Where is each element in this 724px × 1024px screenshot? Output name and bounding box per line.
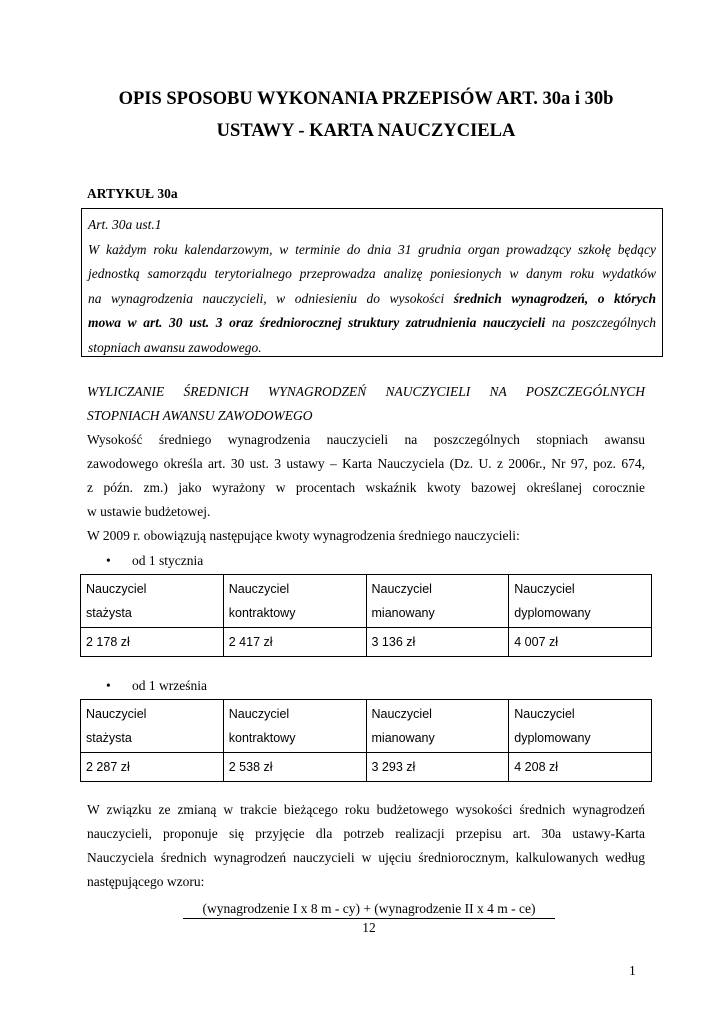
header-line: Nauczyciel: [514, 707, 575, 721]
law-quote-box: [81, 208, 663, 357]
table-cell: 4 007 zł: [509, 628, 652, 657]
paragraph-line: W związku ze zmianą w trakcie bieżącego roku budżetowego wysokości średnich wynagrodzeń: [87, 802, 645, 817]
formula-denominator: 12: [362, 920, 376, 935]
table-row: [81, 753, 652, 782]
quote-text: na poszczególnych: [551, 315, 656, 330]
paragraph-salary-basis: [87, 428, 645, 524]
paragraph-line: Wysokość średniego wynagrodzenia nauczycieli na poszczególnych stopniach awansu: [87, 432, 645, 447]
salary-table-september: [80, 699, 652, 782]
table-header-cell: [366, 700, 509, 753]
quote-line: jednostką samorządu terytorialnego przeprowadza analizę poniesionych w danym roku wydatków: [88, 266, 656, 281]
table-header-cell: [81, 700, 224, 753]
paragraph-average-salary: [87, 798, 645, 894]
table-cell: 3 136 zł: [366, 628, 509, 657]
paragraph-line: Nauczyciela średnich wynagrodzeń nauczycieli w ujęciu średniorocznym, kalkulowanych według: [87, 850, 645, 865]
quote-line: W każdym roku kalendarzowym, w terminie do dnia 31 grudnia organ prowadzący szkołę będący: [88, 241, 656, 257]
table-cell: 3 293 zł: [366, 753, 509, 782]
header-line: dyplomowany: [514, 606, 591, 620]
paragraph-line: nauczycieli, proponuje się przyjęcie dla potrzeb realizacji przepisu art. 30a ustawy-Karta: [87, 826, 645, 841]
salary-table-january: [80, 574, 652, 657]
quote-line: stopniach awansu zawodowego.: [88, 339, 262, 355]
table-row: [81, 628, 652, 657]
table-header-cell: [509, 700, 652, 753]
bullet-january: [106, 549, 203, 573]
quote-reference: Art. 30a ust.1: [88, 217, 162, 232]
subsection-heading-line1: WYLICZANIE ŚREDNICH WYNAGRODZEŃ NAUCZYCIELI NA POSZCZEGÓLNYCH: [87, 384, 645, 399]
paragraph-line: następującego wzoru:: [87, 874, 205, 889]
bullet-label: od 1 września: [132, 678, 207, 693]
document-title-line2: USTAWY - KARTA NAUCZYCIELA: [216, 121, 516, 141]
paragraph-line: w ustawie budżetowej.: [87, 504, 211, 519]
header-line: Nauczyciel: [86, 707, 147, 721]
page-number: 1: [629, 963, 636, 978]
header-line: stażysta: [86, 731, 132, 745]
paragraph-line: zawodowego określa art. 30 ust. 3 ustawy – Karta Nauczyciela (Dz. U. z 2006r., Nr 97, poz. 674,: [87, 456, 645, 471]
quote-line: [88, 287, 656, 312]
table-header-cell: [223, 700, 366, 753]
table-cell: 2 417 zł: [223, 628, 366, 657]
table-cell: 2 287 zł: [81, 753, 224, 782]
header-line: kontraktowy: [228, 606, 296, 620]
document-title-line1: OPIS SPOSOBU WYKONANIA PRZEPISÓW ART. 30a i 30b: [118, 89, 614, 109]
intro-2009: W 2009 r. obowiązują następujące kwoty wynagrodzenia średniego nauczycieli:: [87, 528, 520, 543]
header-line: Nauczyciel: [371, 582, 432, 596]
table-cell: 2 538 zł: [223, 753, 366, 782]
quote-text: na wynagrodzenia nauczycieli, w odniesieniu do wysokości: [88, 290, 445, 306]
bullet-icon: •: [106, 678, 111, 693]
header-line: mianowany: [371, 731, 435, 745]
header-line: kontraktowy: [228, 731, 296, 745]
table-header-row: [81, 575, 652, 628]
quote-bold-text: średnich wynagrodzeń, o których: [453, 290, 657, 306]
bullet-label: od 1 stycznia: [132, 553, 204, 568]
table-header-cell: [223, 575, 366, 628]
header-line: Nauczyciel: [228, 707, 290, 721]
quote-line: [88, 311, 656, 336]
formula-numerator: (wynagrodzenie I x 8 m - cy) + (wynagrodzenie II x 4 m - ce): [183, 901, 555, 919]
table-header-row: [81, 700, 652, 753]
table-header-cell: [81, 575, 224, 628]
bullet-september: [106, 674, 207, 698]
subsection-heading-line2: STOPNIACH AWANSU ZAWODOWEGO: [87, 408, 313, 423]
header-line: mianowany: [371, 606, 435, 620]
paragraph-line: z późn. zm.) jako wyrażony w procentach wskaźnik kwoty bazowej określanej corocznie: [87, 480, 645, 495]
table-cell: 4 208 zł: [509, 753, 652, 782]
table-header-cell: [509, 575, 652, 628]
bullet-icon: •: [106, 553, 111, 568]
salary-formula: [183, 901, 555, 936]
section-heading: ARTYKUŁ 30a: [87, 186, 178, 201]
header-line: Nauczyciel: [371, 707, 432, 721]
quote-bold-text: mowa w art. 30 ust. 3 oraz średniorocznej struktury zatrudnienia nauczycieli: [88, 315, 546, 330]
header-line: Nauczyciel: [514, 582, 575, 596]
header-line: dyplomowany: [514, 731, 591, 745]
header-line: stażysta: [86, 606, 132, 620]
table-header-cell: [366, 575, 509, 628]
header-line: Nauczyciel: [86, 582, 147, 596]
subsection-heading: [87, 380, 645, 428]
table-cell: 2 178 zł: [81, 628, 224, 657]
header-line: Nauczyciel: [228, 582, 290, 596]
